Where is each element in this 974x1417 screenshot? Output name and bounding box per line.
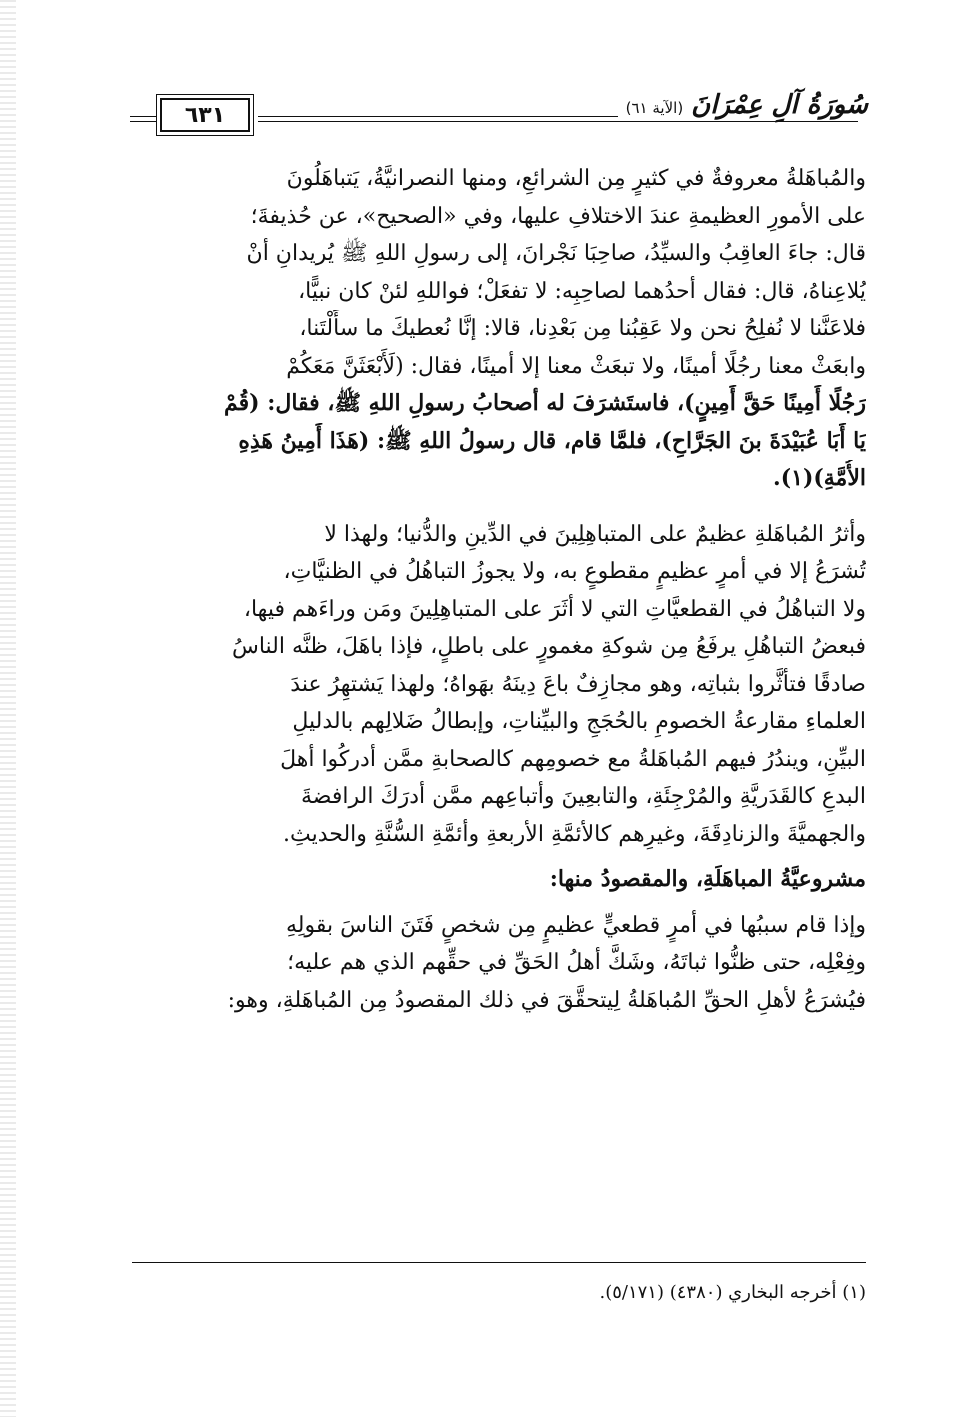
surah-title: [618, 90, 868, 120]
footnote: (١) أخرجه البخاري (٤٣٨٠) (٥/١٧١).: [599, 1282, 866, 1303]
section-heading: مشروعيَّةُ المباهَلَةِ، والمقصودُ منها:: [549, 866, 866, 892]
hadith-quote-line: الأُمَّةِ)(١).: [773, 465, 866, 491]
hadith-quote-line: يَا أَبَا عُبَيْدَةَ بنَ الجَرَّاحِ)، فلمَّا قام، قال رسولُ اللهِ ﷺ: (هَذَا أَمِينُ هَذِهِ: [238, 427, 866, 454]
text-line: وابعَثْ معنا رجُلًا أمينًا، ولا تبعَثْ معنا إلا أمينًا، فقال: (لَأَبْعَثَنَّ مَعَكُمْ: [286, 353, 866, 379]
text-line: العلماءِ مقارعةُ الخصومِ بالحُجَجِ والبيِّناتِ، وإبطالُ ضَلالِهم بالدليلِ: [292, 709, 866, 734]
text-line: يُلاعِناهُ، قال: فقال أحدُهما لصاحِبِه: لا تفعَلْ؛ فواللهِ لئنْ كان نبيًّا،: [298, 278, 866, 304]
paragraph-mubahala-purpose: [132, 907, 866, 1020]
text-line: وأثرُ المُباهَلةِ عظيمٌ على المتباهِلِينَ في الدِّينِ والدُّنيا؛ ولهذا لا: [324, 521, 866, 547]
text-line: والمُباهَلةُ معروفةٌ في كثيرٍ مِن الشرائعِ، ومنها النصرانيَّةُ، يَتباهَلُونَ: [286, 166, 866, 191]
text-line: فلاعَنَّنا لا نُفلِحُ نحن ولا عَقِبُنا مِن بَعْدِنا، قالا: إنَّا نُعطيكَ ما سأَلْتَنا،: [299, 316, 866, 341]
scan-edge: [0, 0, 16, 1417]
text-line: وفِعْلِه، حتى ظنُّوا ثباتَهُ، وشَكَّ أهلُ الحَقِّ في حقِّهم الذي هم عليه؛: [287, 950, 866, 975]
text-line: على الأمورِ العظيمةِ عندَ الاختلافِ عليها، وفي «الصحيح»، عن حُذيفةَ؛: [250, 203, 866, 229]
page-header: [130, 90, 868, 136]
text-line: ولا التباهُلُ في القطعيَّاتِ التي لا أثَرَ على المتباهِلِينَ ومَن وراءَهم فيها،: [243, 596, 866, 622]
page-number: ٦٣١: [160, 98, 250, 132]
page-body: [132, 160, 866, 1019]
paragraph-mubahala-effect: [132, 516, 866, 854]
text-line: وإذا قام سببُها في أمرٍ قطعيٍّ عظيمٍ مِن شخصٍ فَتَنَ الناسَ بقولِهِ: [286, 912, 866, 938]
text-line: تُشرَعُ إلا في أمرٍ عظيمٍ مقطوعٍ به، ولا يجوزُ التباهُلُ في الظنيَّاتِ،: [283, 559, 866, 584]
text-line: والجهميَّةَ والزنادِقَةَ، وغيرِهم كالأئمَّةِ الأربعةِ وأئمَّةِ السُّنَّةِ والحديثِ.: [283, 821, 866, 847]
text-line: فيُشرَعُ لأهلِ الحقِّ المُباهَلةُ لِيتحقَّقَ في ذلك المقصودُ مِن المُباهَلةِ، وهو:: [227, 987, 866, 1013]
header-rule-right-2: [258, 121, 858, 122]
text-line: فبعضُ التباهُلِ يرفَعُ مِن شوكةِ مغمورٍ على باطلٍ، فإذا باهَلَ، ظنَّه الناسُ: [231, 634, 866, 659]
text-line: البيِّنِ، ويندُرُ فيهم المُباهَلةُ مع خصومِهم كالصحابةِ ممَّن أدركُوا أهلَ: [280, 746, 866, 772]
hadith-quote-line: رَجُلًا أَمِينًا حَقَّ أَمِينٍ)، فاستَشرَفَ له أصحابُ رسولِ اللهِ ﷺ، فقال: (قُمْ: [224, 390, 866, 416]
text-line: قال: جاءَ العاقِبُ والسيِّدُ، صاحِبَا نَجْرانَ، إلى رسولِ اللهِ ﷺ يُريدانِ أنْ: [246, 241, 866, 266]
header-rule-left: [130, 116, 156, 117]
ayah-reference: (الآية ٦١): [625, 99, 684, 117]
header-rule-left-2: [130, 121, 156, 122]
surah-name: سُورَةُ آلِ عِمْرَانَ: [691, 90, 868, 120]
footnote-divider: [132, 1262, 866, 1263]
paragraph-mubahala-intro: [132, 160, 866, 498]
text-line: البدعِ كالقَدَريَّةِ والمُرْجِئَةِ، والتابعِينَ وأتباعِهم ممَّن أدرَكَ الرافضةَ: [301, 784, 866, 809]
text-line: صادقًا فتأثَّروا بثباتِه، وهو مجازِفٌ باعَ دِينَهُ بهَواهُ؛ ولهذا يَشتهِرُ عندَ: [290, 671, 866, 697]
